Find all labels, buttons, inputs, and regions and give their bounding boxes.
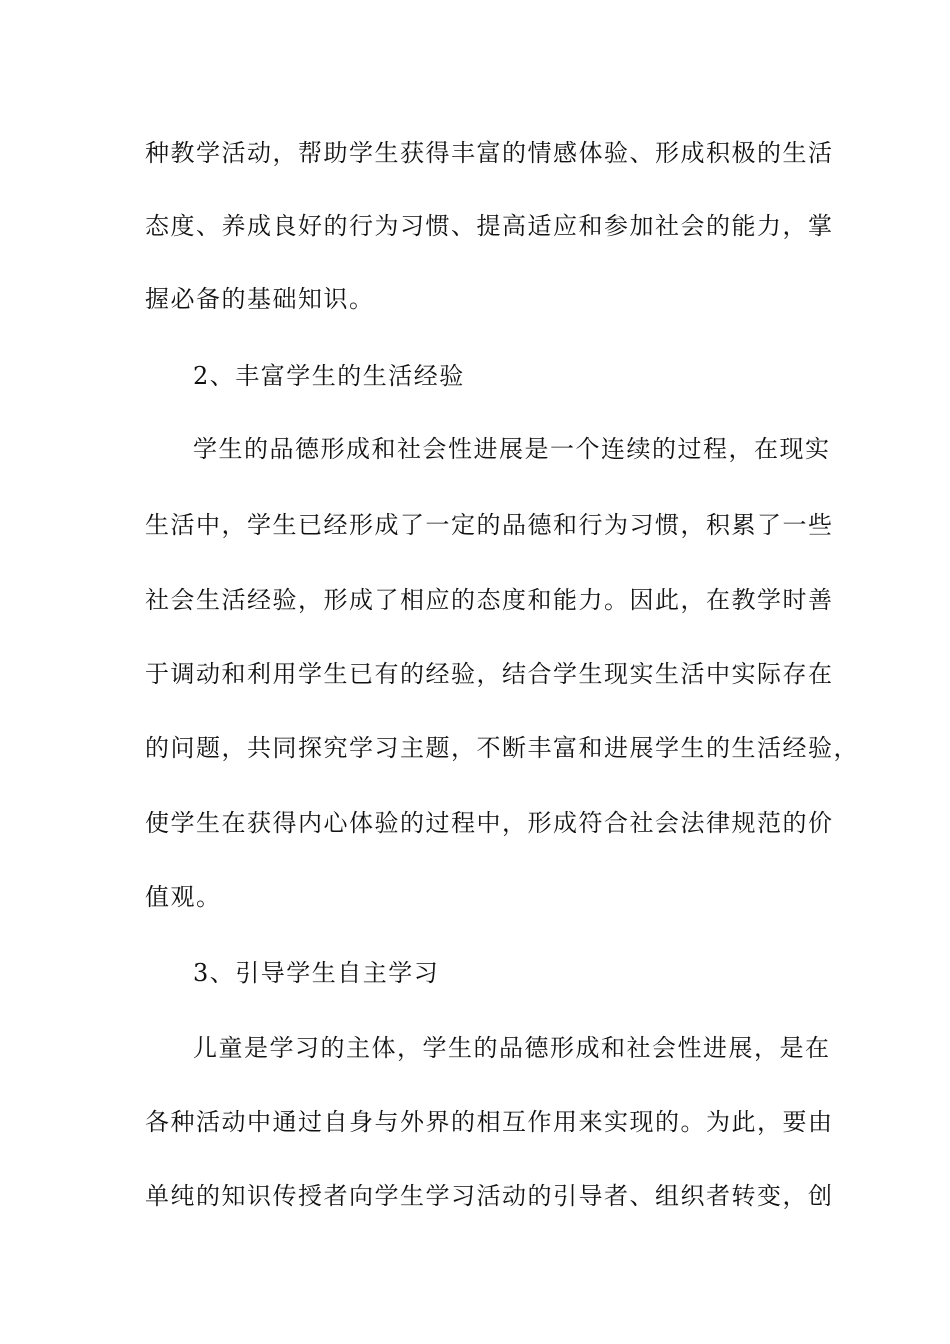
paragraph-line: 使学生在获得内心体验的过程中，形成符合社会法律规范的价 bbox=[145, 809, 834, 837]
paragraph-line: 于调动和利用学生已有的经验，结合学生现实生活中实际存在 bbox=[145, 660, 834, 688]
paragraph-line: 值观。 bbox=[145, 883, 222, 911]
paragraph-line: 学生的品德形成和社会性进展是一个连续的过程，在现实 bbox=[193, 435, 831, 463]
paragraph-line: 种教学活动，帮助学生获得丰富的情感体验、形成积极的生活 bbox=[145, 139, 834, 167]
paragraph-line: 态度、养成良好的行为习惯、提高适应和参加社会的能力，掌 bbox=[145, 212, 834, 240]
section-heading: 2、丰富学生的生活经验 bbox=[193, 362, 465, 390]
paragraph-line: 单纯的知识传授者向学生学习活动的引导者、组织者转变，创 bbox=[145, 1182, 834, 1210]
paragraph-line: 的问题，共同探究学习主题，不断丰富和进展学生的生活经验， bbox=[145, 734, 859, 762]
paragraph-line: 握必备的基础知识。 bbox=[145, 285, 375, 313]
paragraph-line: 社会生活经验，形成了相应的态度和能力。因此，在教学时善 bbox=[145, 586, 834, 614]
paragraph-line: 各种活动中通过自身与外界的相互作用来实现的。为此，要由 bbox=[145, 1108, 834, 1136]
paragraph-line: 生活中，学生已经形成了一定的品德和行为习惯，积累了一些 bbox=[145, 511, 834, 539]
section-heading: 3、引导学生自主学习 bbox=[193, 959, 440, 987]
paragraph-line: 儿童是学习的主体，学生的品德形成和社会性进展，是在 bbox=[193, 1034, 831, 1062]
